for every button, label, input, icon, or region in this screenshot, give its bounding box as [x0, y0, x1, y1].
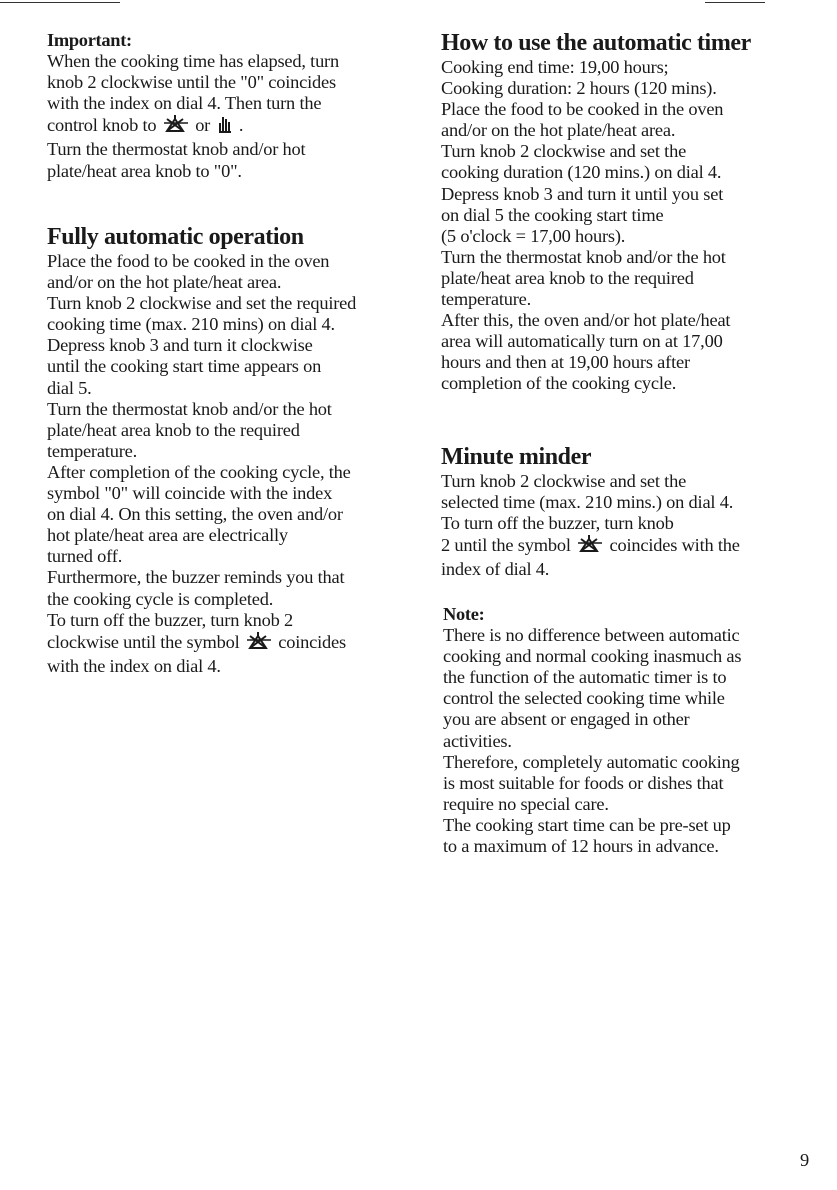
note-line-6: activities. [443, 730, 512, 751]
timer-line-15: hours and then at 19,00 hours after [441, 352, 690, 373]
fully-automatic-heading: Fully automatic operation [47, 224, 304, 250]
minute-line-3: To turn off the buzzer, turn knob [441, 513, 674, 534]
timer-line-6: cooking duration (120 mins.) on dial 4. [441, 162, 722, 183]
fully-line-19 [47, 631, 356, 656]
fully-line-11: After completion of the cooking cycle, the [47, 461, 351, 482]
note-line-7: Therefore, completely automatic cooking [443, 751, 740, 772]
timer-line-12: temperature. [441, 289, 532, 310]
page-number: 9 [800, 1150, 810, 1170]
minute-line-1: Turn knob 2 clockwise and set the [441, 471, 687, 491]
note-line-8: is most suitable for foods or dishes that [443, 772, 724, 793]
note-line-3: the function of the automatic timer is to [443, 667, 727, 688]
minute-symbol-post-text: coincides with the [609, 535, 740, 556]
top-rule-right [705, 2, 765, 3]
note-line-10: The cooking start time can be pre-set up [443, 814, 731, 835]
timer-line-10: Turn the thermostat knob and/or the hot [441, 246, 726, 267]
fully-line-9: plate/heat area knob to the required [47, 419, 300, 440]
timer-symbol-icon [577, 534, 603, 559]
fully-symbol-pre-text: clockwise until the symbol [47, 631, 240, 652]
timer-symbol-icon [246, 631, 272, 656]
note-section [443, 604, 741, 857]
timer-line-9: (5 o'clock = 17,00 hours). [441, 225, 626, 246]
fully-line-18: To turn off the buzzer, turn knob 2 [47, 609, 293, 630]
timer-symbol-icon [163, 114, 189, 139]
important-line-5: Turn the thermostat knob and/or hot [47, 139, 306, 160]
minute-line-2: selected time (max. 210 mins.) on dial 4. [441, 492, 734, 513]
left-column [47, 30, 427, 676]
control-end-text: . [238, 115, 244, 136]
important-heading: Important: [47, 30, 132, 50]
timer-line-11: plate/heat area knob to the required [441, 267, 694, 288]
minute-line-4 [441, 534, 740, 559]
fully-line-14: hot plate/heat area are electrically [47, 525, 288, 546]
control-mid-text: or [195, 115, 211, 136]
fully-line-4: cooking time (max. 210 mins) on dial 4. [47, 314, 335, 335]
note-line-2: cooking and normal cooking inasmuch as [443, 646, 742, 667]
timer-line-1: Cooking end time: 19,00 hours; [441, 57, 669, 77]
right-column [441, 30, 821, 857]
important-section [47, 30, 427, 182]
timer-line-5: Turn knob 2 clockwise and set the [441, 141, 687, 162]
fully-line-13: on dial 4. On this setting, the oven and/or [47, 504, 343, 525]
note-heading: Note: [443, 604, 485, 624]
note-line-1: There is no difference between automatic [443, 625, 740, 646]
fully-line-12: symbol "0" will coincide with the index [47, 483, 333, 504]
fully-line-2: and/or on the hot plate/heat area. [47, 272, 282, 293]
timer-line-2: Cooking duration: 2 hours (120 mins). [441, 78, 717, 99]
note-line-11: to a maximum of 12 hours in advance. [443, 836, 719, 857]
note-line-5: you are absent or engaged in other [443, 709, 690, 730]
fully-symbol-post-text: coincides [278, 631, 346, 652]
note-line-4: control the selected cooking time while [443, 688, 725, 709]
fully-line-17: the cooking cycle is completed. [47, 588, 274, 609]
control-pre-text: control knob to [47, 115, 157, 136]
fully-line-1: Place the food to be cooked in the oven [47, 251, 330, 271]
fully-line-3: Turn knob 2 clockwise and set the required [47, 293, 357, 314]
fully-line-5: Depress knob 3 and turn it clockwise [47, 335, 313, 356]
important-line-1: When the cooking time has elapsed, turn [47, 51, 339, 72]
important-line-2: knob 2 clockwise until the "0" coincides [47, 72, 336, 93]
timer-line-3: Place the food to be cooked in the oven [441, 99, 724, 120]
timer-line-7: Depress knob 3 and turn it until you set [441, 183, 724, 204]
top-rule-left [0, 2, 120, 3]
important-line-4 [47, 114, 427, 139]
note-line-9: require no special care. [443, 793, 609, 814]
timer-line-8: on dial 5 the cooking start time [441, 204, 664, 225]
fully-line-10: temperature. [47, 440, 138, 461]
fully-line-6: until the cooking start time appears on [47, 356, 322, 377]
timer-line-4: and/or on the hot plate/heat area. [441, 120, 676, 141]
important-line-6: plate/heat area knob to "0". [47, 160, 242, 181]
timer-line-16: completion of the cooking cycle. [441, 373, 677, 394]
timer-line-13: After this, the oven and/or hot plate/heat [441, 310, 731, 331]
timer-line-14: area will automatically turn on at 17,00 [441, 331, 723, 352]
fully-line-15: turned off. [47, 546, 123, 567]
fully-line-8: Turn the thermostat knob and/or the hot [47, 398, 332, 419]
fully-line-7: dial 5. [47, 377, 92, 398]
important-line-3: with the index on dial 4. Then turn the [47, 93, 322, 114]
manual-hand-icon [217, 114, 233, 139]
automatic-timer-heading: How to use the automatic timer [441, 30, 751, 56]
automatic-timer-section [441, 30, 821, 395]
fully-line-16: Furthermore, the buzzer reminds you that [47, 567, 345, 588]
minute-line-5: index of dial 4. [441, 559, 550, 580]
minute-minder-section [441, 444, 740, 580]
minute-symbol-pre-text: 2 until the symbol [441, 535, 571, 556]
minute-minder-heading: Minute minder [441, 444, 592, 470]
fully-line-20: with the index on dial 4. [47, 655, 221, 676]
fully-automatic-section [47, 224, 356, 677]
